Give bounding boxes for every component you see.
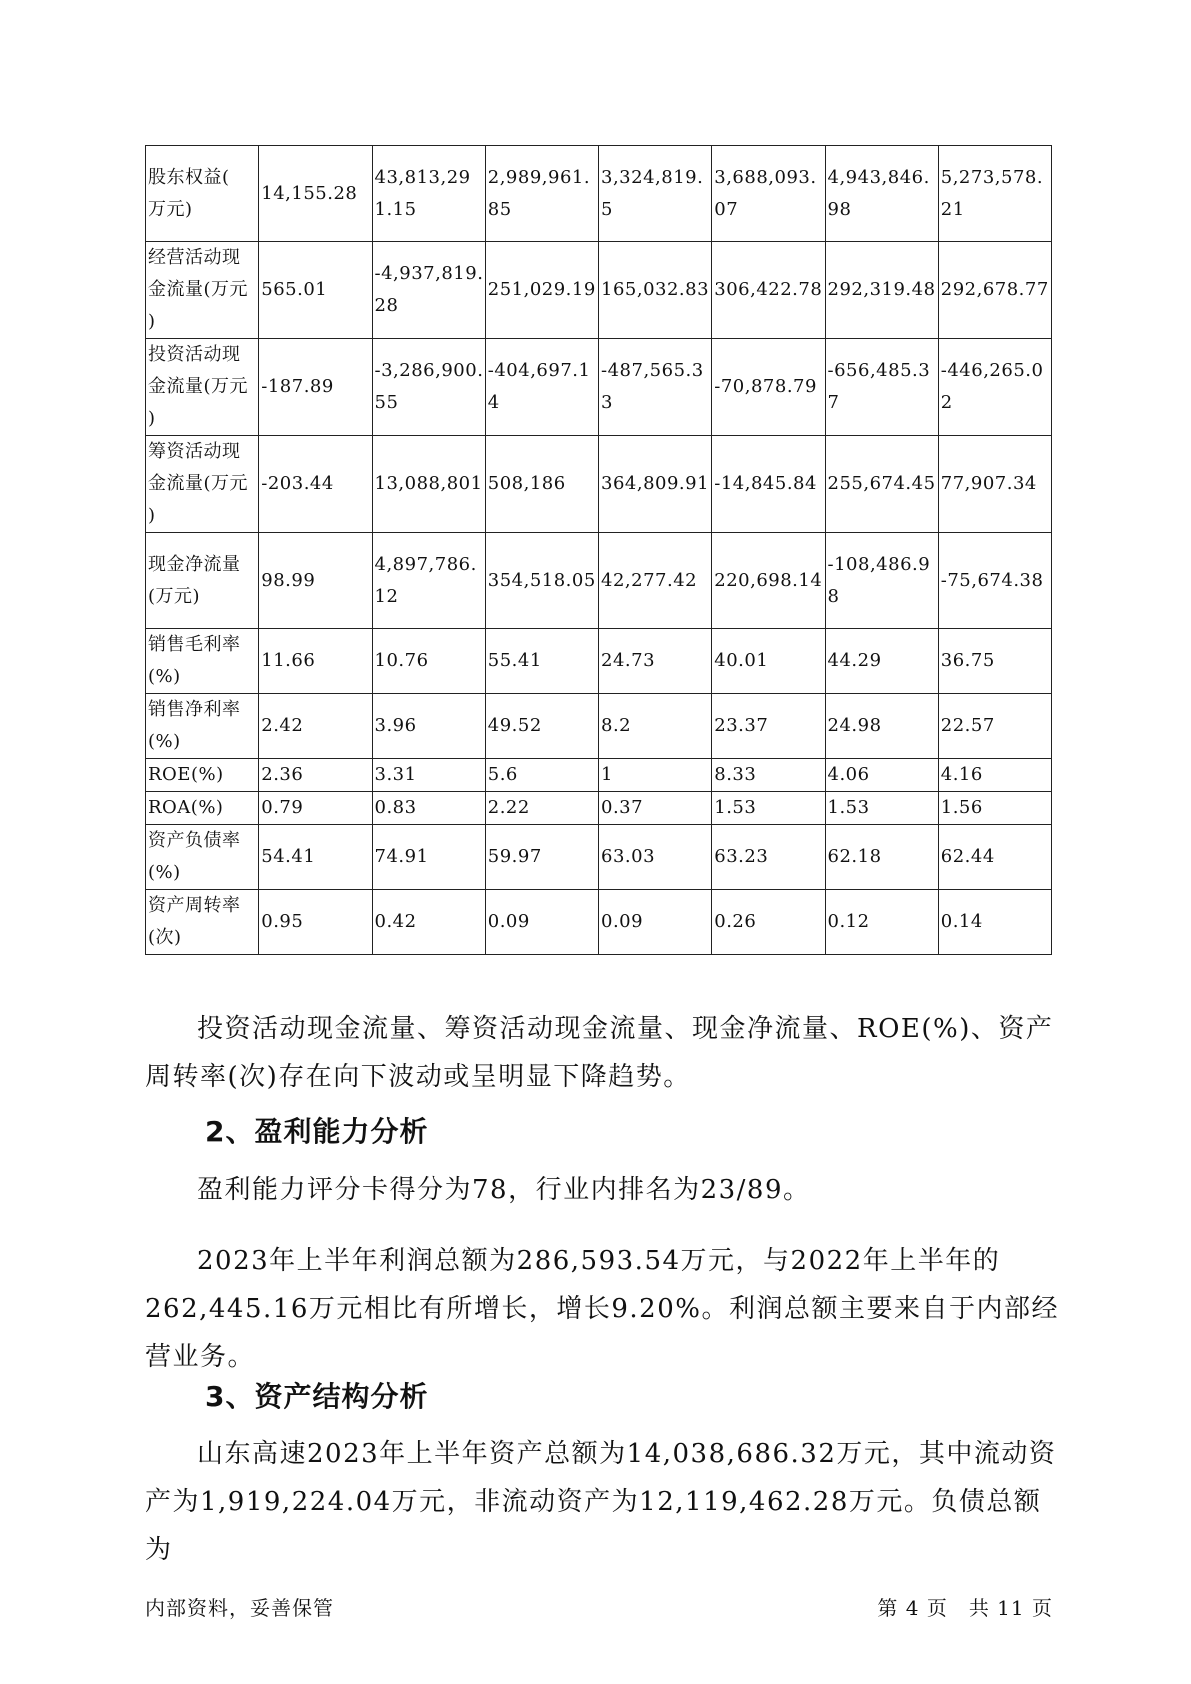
row-label-line: ROA(%) bbox=[148, 797, 224, 818]
table-cell: -487,565.33 bbox=[599, 339, 712, 436]
row-label bbox=[146, 890, 259, 955]
table-row bbox=[146, 436, 1052, 533]
table-cell: 354,518.05 bbox=[485, 533, 598, 629]
table-cell: 0.79 bbox=[259, 792, 372, 825]
table-cell: 0.09 bbox=[485, 890, 598, 955]
table-cell: 0.37 bbox=[599, 792, 712, 825]
table-cell: 364,809.91 bbox=[599, 436, 712, 533]
table-cell: 63.23 bbox=[712, 825, 825, 890]
table-cell: 13,088,801 bbox=[372, 436, 485, 533]
row-label-line: 万元) bbox=[148, 198, 193, 220]
row-label-line: 销售毛利率 bbox=[148, 634, 241, 655]
table-cell: -656,485.37 bbox=[825, 339, 938, 436]
row-label-line: 经营活动现 bbox=[148, 247, 241, 268]
row-label-line: ) bbox=[148, 505, 156, 526]
row-label bbox=[146, 759, 259, 792]
row-label-line: 金流量(万元 bbox=[148, 376, 249, 397]
financial-indicator-table bbox=[145, 145, 1052, 955]
table-row bbox=[146, 759, 1052, 792]
table-cell: 3,324,819.5 bbox=[599, 146, 712, 242]
table-cell: 0.12 bbox=[825, 890, 938, 955]
table-cell: 292,319.48 bbox=[825, 242, 938, 339]
table-cell: 49.52 bbox=[485, 694, 598, 759]
row-label-line: ) bbox=[148, 311, 156, 332]
table-cell: 0.26 bbox=[712, 890, 825, 955]
row-label-line: (万元) bbox=[148, 585, 201, 607]
table-cell: 1.53 bbox=[825, 792, 938, 825]
row-label bbox=[146, 533, 259, 629]
table-cell: 8.33 bbox=[712, 759, 825, 792]
table-cell: 251,029.19 bbox=[485, 242, 598, 339]
asset-structure-paragraph: 山东高速2023年上半年资产总额为14,038,686.32万元，其中流动资产为1,919,224.04万元，非流动资产为12,119,462.28万元。负债总额为 bbox=[145, 1439, 1057, 1565]
row-label bbox=[146, 694, 259, 759]
row-label-line: (%) bbox=[148, 666, 181, 687]
table-cell: 62.44 bbox=[938, 825, 1051, 890]
table-cell: -446,265.02 bbox=[938, 339, 1051, 436]
table-cell: 306,422.78 bbox=[712, 242, 825, 339]
table-cell: 2.42 bbox=[259, 694, 372, 759]
row-label-line: 金流量(万元 bbox=[148, 473, 249, 494]
table-cell: 43,813,291.15 bbox=[372, 146, 485, 242]
table-cell: -203.44 bbox=[259, 436, 372, 533]
table-cell: 8.2 bbox=[599, 694, 712, 759]
section-heading-profitability: 2、盈利能力分析 bbox=[205, 1115, 429, 1148]
table-cell: 0.14 bbox=[938, 890, 1051, 955]
row-label bbox=[146, 792, 259, 825]
table-row bbox=[146, 146, 1052, 242]
table-cell: 255,674.45 bbox=[825, 436, 938, 533]
table-cell: 55.41 bbox=[485, 629, 598, 694]
profit-total-paragraph: 2023年上半年利润总额为286,593.54万元，与2022年上半年的262,445.16万元相比有所增长，增长9.20%。利润总额主要来自于内部经营业务。 bbox=[145, 1246, 1059, 1372]
table-cell: 4.16 bbox=[938, 759, 1051, 792]
row-label bbox=[146, 629, 259, 694]
table-cell: 0.09 bbox=[599, 890, 712, 955]
table-cell: 4,943,846.98 bbox=[825, 146, 938, 242]
table-cell: -14,845.84 bbox=[712, 436, 825, 533]
table-cell: 0.95 bbox=[259, 890, 372, 955]
row-label-line: (%) bbox=[148, 731, 181, 752]
table-cell: 10.76 bbox=[372, 629, 485, 694]
table-row bbox=[146, 629, 1052, 694]
table-cell: 565.01 bbox=[259, 242, 372, 339]
table-row bbox=[146, 694, 1052, 759]
table-cell: 62.18 bbox=[825, 825, 938, 890]
table-cell: 1.53 bbox=[712, 792, 825, 825]
table-cell: 1 bbox=[599, 759, 712, 792]
table-row bbox=[146, 792, 1052, 825]
table-cell: 22.57 bbox=[938, 694, 1051, 759]
table-cell: 36.75 bbox=[938, 629, 1051, 694]
table-row bbox=[146, 825, 1052, 890]
table-row bbox=[146, 339, 1052, 436]
table-cell: 508,186 bbox=[485, 436, 598, 533]
table-cell: 59.97 bbox=[485, 825, 598, 890]
table-cell: -404,697.14 bbox=[485, 339, 598, 436]
row-label-line: (次) bbox=[148, 927, 182, 948]
table-cell: 11.66 bbox=[259, 629, 372, 694]
table-cell: -3,286,900.55 bbox=[372, 339, 485, 436]
table-cell: 5,273,578.21 bbox=[938, 146, 1051, 242]
table-cell: 2,989,961.85 bbox=[485, 146, 598, 242]
table-cell: 77,907.34 bbox=[938, 436, 1051, 533]
table-row bbox=[146, 533, 1052, 629]
footer-confidential-note: 内部资料，妥善保管 bbox=[145, 1596, 334, 1620]
row-label-line: 股东权益( bbox=[148, 166, 230, 188]
table-cell: 220,698.14 bbox=[712, 533, 825, 629]
table-cell: 98.99 bbox=[259, 533, 372, 629]
table-cell: 44.29 bbox=[825, 629, 938, 694]
table-row bbox=[146, 242, 1052, 339]
footer-page-number: 第 4 页 共 11 页 bbox=[877, 1596, 1053, 1620]
table-cell: -187.89 bbox=[259, 339, 372, 436]
table-cell: 24.98 bbox=[825, 694, 938, 759]
row-label-line: 筹资活动现 bbox=[148, 441, 241, 462]
table-cell: -4,937,819.28 bbox=[372, 242, 485, 339]
table-cell: 3.31 bbox=[372, 759, 485, 792]
row-label-line: 销售净利率 bbox=[148, 699, 241, 720]
row-label-line: 资产周转率 bbox=[148, 895, 241, 916]
row-label-line: ROE(%) bbox=[148, 764, 224, 785]
table-cell: 63.03 bbox=[599, 825, 712, 890]
table-cell: 23.37 bbox=[712, 694, 825, 759]
table-row bbox=[146, 890, 1052, 955]
table-cell: 24.73 bbox=[599, 629, 712, 694]
table-cell: 14,155.28 bbox=[259, 146, 372, 242]
table-cell: 0.42 bbox=[372, 890, 485, 955]
row-label-line: ) bbox=[148, 408, 156, 429]
table-cell: 40.01 bbox=[712, 629, 825, 694]
table-cell: 2.36 bbox=[259, 759, 372, 792]
row-label bbox=[146, 146, 259, 242]
table-cell: 42,277.42 bbox=[599, 533, 712, 629]
row-label bbox=[146, 339, 259, 436]
row-label-line: 投资活动现 bbox=[148, 344, 241, 365]
table-cell: 3,688,093.07 bbox=[712, 146, 825, 242]
profitability-score-paragraph: 盈利能力评分卡得分为78，行业内排名为23/89。 bbox=[197, 1175, 811, 1205]
table-cell: 5.6 bbox=[485, 759, 598, 792]
table-cell: -75,674.38 bbox=[938, 533, 1051, 629]
table-cell: 74.91 bbox=[372, 825, 485, 890]
table-cell: 1.56 bbox=[938, 792, 1051, 825]
table-cell: 4,897,786.12 bbox=[372, 533, 485, 629]
table-cell: -70,878.79 bbox=[712, 339, 825, 436]
table-cell: 3.96 bbox=[372, 694, 485, 759]
table-cell: 165,032.83 bbox=[599, 242, 712, 339]
row-label-line: 资产负债率 bbox=[148, 830, 241, 851]
row-label bbox=[146, 242, 259, 339]
row-label bbox=[146, 436, 259, 533]
trend-summary-paragraph: 投资活动现金流量、筹资活动现金流量、现金净流量、ROE(%)、资产周转率(次)存在向下波动或呈明显下降趋势。 bbox=[145, 1014, 1054, 1092]
row-label-line: 金流量(万元 bbox=[148, 279, 249, 300]
table-cell: -108,486.98 bbox=[825, 533, 938, 629]
row-label-line: (%) bbox=[148, 862, 181, 883]
table-cell: 0.83 bbox=[372, 792, 485, 825]
table-cell: 292,678.77 bbox=[938, 242, 1051, 339]
row-label-line: 现金净流量 bbox=[148, 553, 241, 575]
table-cell: 2.22 bbox=[485, 792, 598, 825]
section-heading-asset-structure: 3、资产结构分析 bbox=[205, 1380, 429, 1413]
table-cell: 4.06 bbox=[825, 759, 938, 792]
row-label bbox=[146, 825, 259, 890]
table-cell: 54.41 bbox=[259, 825, 372, 890]
